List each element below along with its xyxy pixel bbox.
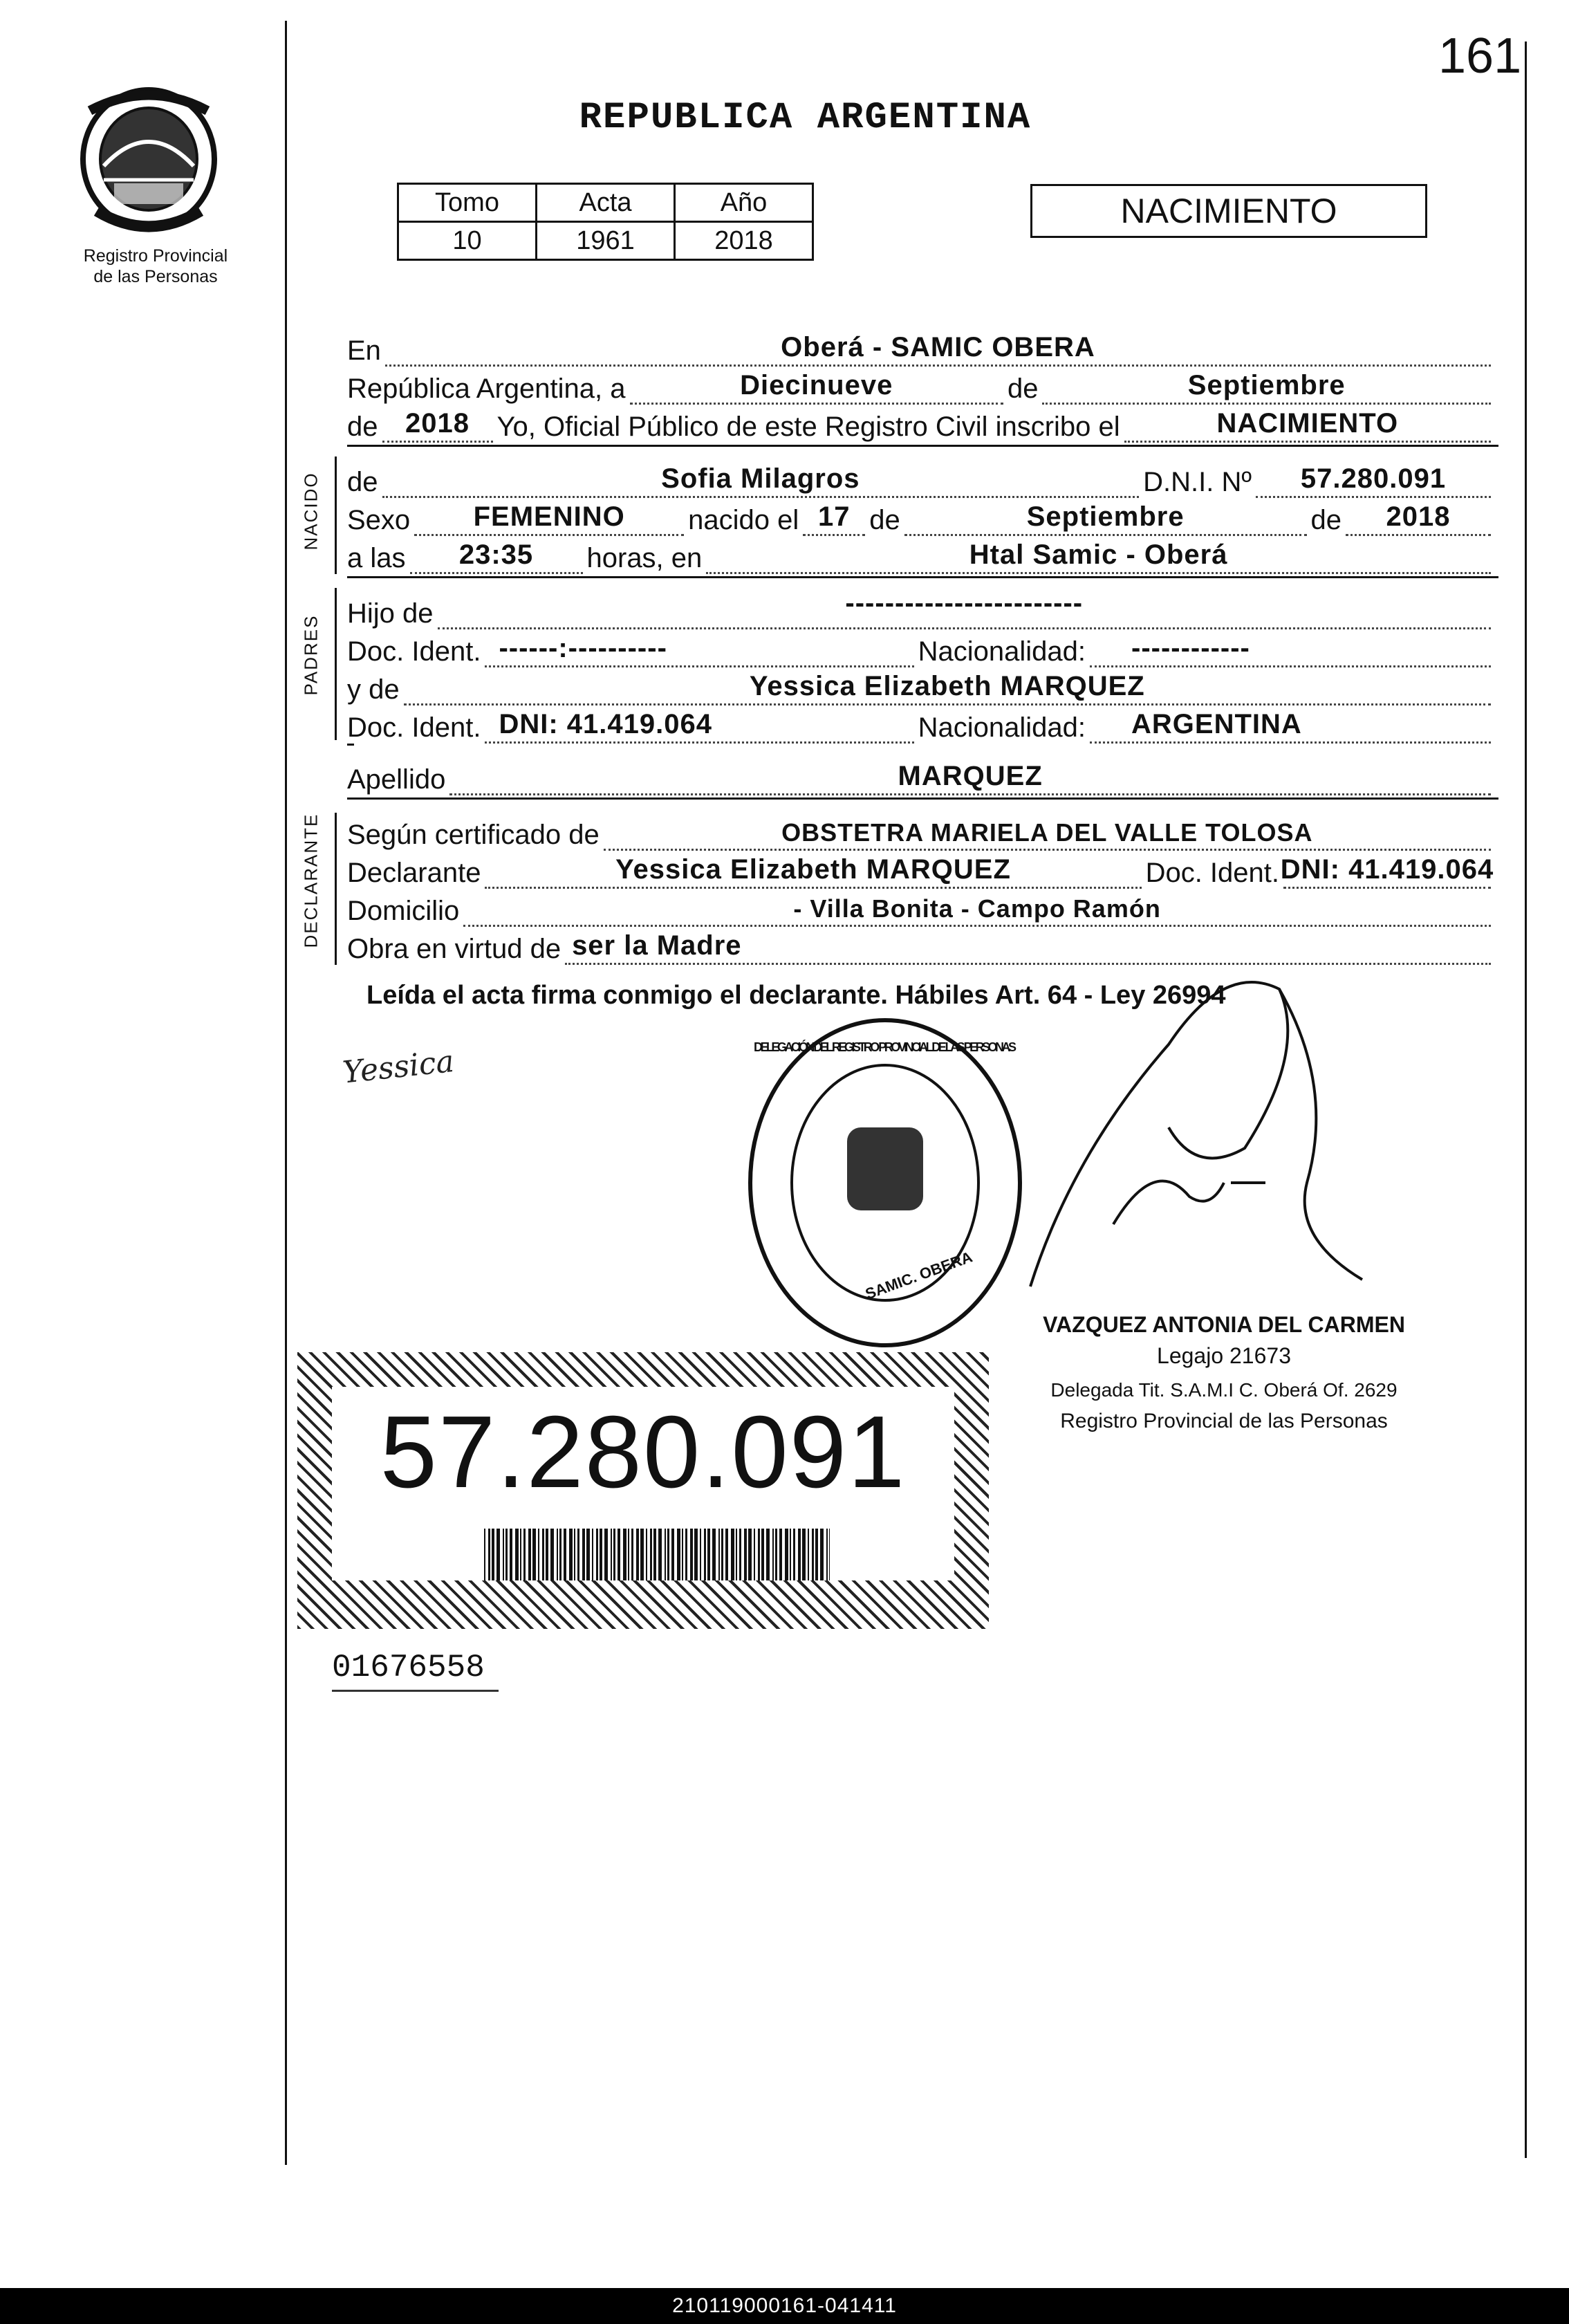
barcode-bar <box>515 1529 519 1580</box>
barcode-bar <box>748 1529 752 1580</box>
official-office: Registro Provincial de las Personas <box>1060 1410 1388 1432</box>
barcode-bar <box>712 1529 716 1580</box>
barcode-bar <box>829 1529 830 1580</box>
barcode-bar <box>523 1529 526 1580</box>
barcode-bar <box>546 1529 548 1580</box>
label-declarante: Declarante <box>347 858 481 888</box>
handwritten-name-text: Yessica <box>341 1043 456 1091</box>
barcode-bar <box>488 1529 490 1580</box>
barcode-bar <box>582 1529 585 1580</box>
barcode-bar <box>744 1529 747 1580</box>
label-nacionalidad-1: Nacionalidad: <box>918 636 1086 667</box>
record-table-header-row <box>398 184 813 222</box>
barcode-bar <box>532 1529 536 1580</box>
barcode-bar <box>671 1529 674 1580</box>
barcode-bar <box>779 1529 782 1580</box>
barcode-bar <box>690 1529 693 1580</box>
barcode-bar <box>628 1529 629 1580</box>
stamp-inner-text: SAMIC. OBERA <box>863 1248 975 1303</box>
row-nacido-name <box>347 463 1495 498</box>
barcode-bar <box>739 1529 741 1580</box>
label-nacido-de: de <box>347 467 378 497</box>
value-ano: 2018 <box>675 222 813 260</box>
label-a-las: a las <box>347 543 406 573</box>
barcode-bar <box>646 1529 647 1580</box>
barcode-bar <box>766 1529 770 1580</box>
label-sexo: Sexo <box>347 505 411 535</box>
barcode-bar <box>707 1529 710 1580</box>
divider-padres-stub <box>347 744 354 746</box>
label-doc-ident-1: Doc. Ident. <box>347 636 481 667</box>
label-de-2: de <box>869 505 900 535</box>
stamp-ring-text: DELEGACIÓN DEL REGISTRO PROVINCIAL DE LAS PERSONAS <box>754 1040 1016 1054</box>
barcode-bar <box>721 1529 723 1580</box>
value-day: Diecinueve <box>740 370 893 400</box>
footer-code: 210119000161-041411 <box>0 2288 1569 2324</box>
barcode-bar <box>790 1529 791 1580</box>
label-horas-en: horas, en <box>586 543 703 573</box>
barcode-bar <box>761 1529 764 1580</box>
value-father: ------------------------ <box>845 588 1084 618</box>
label-apellido: Apellido <box>347 764 446 795</box>
value-birth-day: 17 <box>818 501 851 532</box>
barcode-bar <box>802 1529 806 1580</box>
divider-apellido <box>347 797 1498 800</box>
barcode-bar <box>685 1529 687 1580</box>
official-signature-scribble <box>1016 948 1514 1342</box>
label-obra: Obra en virtud de <box>347 934 561 964</box>
logo-caption-line2: de las Personas <box>93 267 218 286</box>
barcode-bar <box>820 1529 824 1580</box>
label-certificado: Según certificado de <box>347 820 600 850</box>
value-child-name: Sofia Milagros <box>661 463 860 494</box>
document-type-box: NACIMIENTO <box>1030 184 1427 238</box>
label-nacido-el: nacido el <box>688 505 799 535</box>
barcode-bar <box>772 1529 774 1580</box>
official-name: VAZQUEZ ANTONIA DEL CARMEN <box>1043 1312 1405 1337</box>
value-location: Oberá - SAMIC OBERA <box>781 332 1095 362</box>
dni-label-sticker <box>297 1352 989 1629</box>
barcode-bar <box>826 1529 828 1580</box>
value-sexo: FEMENINO <box>473 501 625 532</box>
value-birth-time: 23:35 <box>458 540 534 570</box>
left-margin-line <box>285 21 287 2165</box>
barcode-bar <box>496 1529 500 1580</box>
label-y-de: y de <box>347 674 400 705</box>
barcode-bar <box>815 1529 818 1580</box>
row-certificado <box>347 816 1495 851</box>
barcode-bar <box>557 1529 558 1580</box>
barcode-bar <box>528 1529 531 1580</box>
value-declarante-doc: DNI: 41.419.064 <box>1280 854 1494 885</box>
barcode-bar <box>542 1529 544 1580</box>
barcode-bar <box>700 1529 701 1580</box>
row-hijo-de <box>347 588 1495 629</box>
row-mother-doc <box>347 709 1495 744</box>
barcode-bar <box>586 1529 590 1580</box>
barcode-bar <box>725 1529 728 1580</box>
header-acta: Acta <box>537 184 675 222</box>
barcode-bar <box>564 1529 566 1580</box>
nacido-bracket <box>335 456 337 574</box>
barcode <box>484 1529 830 1580</box>
logo-caption-line1: Registro Provincial <box>83 246 228 266</box>
barcode-bar <box>785 1529 788 1580</box>
label-hijo-de: Hijo de <box>347 598 434 629</box>
label-inscribo: Yo, Oficial Público de este Registro Civil inscribo el <box>496 412 1120 442</box>
barcode-bar <box>640 1529 644 1580</box>
value-mother-nationality: ARGENTINA <box>1131 709 1302 739</box>
divider-header <box>347 445 1498 447</box>
barcode-bar <box>618 1529 620 1580</box>
barcode-bar <box>653 1529 656 1580</box>
record-table <box>397 183 814 261</box>
dni-label-number: 57.280.091 <box>380 1395 907 1509</box>
value-tomo: 10 <box>398 222 537 260</box>
label-doc-ident-3: Doc. Ident. <box>1145 858 1279 888</box>
barcode-bar <box>611 1529 612 1580</box>
row-father-doc <box>347 633 1495 667</box>
value-mother-doc: DNI: 41.419.064 <box>499 709 712 739</box>
barcode-bar <box>665 1529 666 1580</box>
label-en: En <box>347 335 381 366</box>
row-nacido-hora <box>347 540 1495 574</box>
barcode-bar <box>600 1529 602 1580</box>
barcode-bar <box>596 1529 598 1580</box>
section-label-declarante: DECLARANTE <box>300 813 322 948</box>
barcode-bar <box>613 1529 615 1580</box>
barcode-bar <box>520 1529 521 1580</box>
handwritten-declarant-name <box>335 1031 557 1093</box>
official-role: Delegada Tit. S.A.M.I C. Oberá Of. 2629 <box>1050 1379 1398 1401</box>
barcode-bar <box>484 1529 485 1580</box>
value-certificado: OBSTETRA MARIELA DEL VALLE TOLOSA <box>781 818 1313 847</box>
barcode-bar <box>798 1529 801 1580</box>
barcode-bar <box>731 1529 734 1580</box>
barcode-bar <box>677 1529 680 1580</box>
row-nacido-sexo <box>347 501 1495 536</box>
label-dni: D.N.I. Nº <box>1143 467 1252 497</box>
barcode-bar <box>604 1529 608 1580</box>
row-apellido <box>347 761 1495 795</box>
barcode-bar <box>808 1529 809 1580</box>
country-title: REPUBLICA ARGENTINA <box>579 97 1032 139</box>
divider-nacido <box>347 576 1498 578</box>
record-table-value-row <box>398 222 813 260</box>
row-date <box>347 370 1495 405</box>
barcode-bar <box>667 1529 669 1580</box>
official-stamp <box>740 1010 1030 1356</box>
barcode-bar <box>682 1529 683 1580</box>
value-birth-month: Septiembre <box>1026 501 1185 532</box>
label-de-3: de <box>1310 505 1341 535</box>
value-acta: 1961 <box>537 222 675 260</box>
label-domicilio: Domicilio <box>347 896 460 926</box>
barcode-bar <box>694 1529 698 1580</box>
row-inscribo <box>347 408 1495 443</box>
barcode-bar <box>758 1529 760 1580</box>
value-domicilio: - Villa Bonita - Campo Ramón <box>793 894 1161 923</box>
value-child-dni: 57.280.091 <box>1300 463 1447 494</box>
label-republica: República Argentina, a <box>347 374 626 404</box>
value-obra: ser la Madre <box>572 930 742 961</box>
label-de: de <box>1007 374 1039 404</box>
page-number: 161 <box>1438 28 1522 84</box>
serial-number: 01676558 <box>332 1650 499 1692</box>
barcode-bar <box>736 1529 737 1580</box>
value-declarante: Yessica Elizabeth MARQUEZ <box>615 854 1011 885</box>
value-year: 2018 <box>405 408 470 439</box>
barcode-bar <box>718 1529 720 1580</box>
value-inscribo: NACIMIENTO <box>1216 408 1399 439</box>
section-label-padres: PADRES <box>300 614 322 696</box>
value-mother: Yessica Elizabeth MARQUEZ <box>749 671 1145 701</box>
value-month: Septiembre <box>1187 370 1346 400</box>
row-y-de <box>347 671 1495 706</box>
barcode-bar <box>631 1529 633 1580</box>
barcode-bar <box>623 1529 626 1580</box>
barcode-bar <box>704 1529 706 1580</box>
label-nacionalidad-2: Nacionalidad: <box>918 712 1086 743</box>
barcode-bar <box>503 1529 504 1580</box>
barcode-bar <box>510 1529 512 1580</box>
barcode-bar <box>754 1529 755 1580</box>
label-doc-ident-2: Doc. Ident. <box>347 712 481 743</box>
section-label-nacido: NACIDO <box>300 472 322 551</box>
closing-statement: Leída el acta firma conmigo el declarante. Hábiles Art. 64 - Ley 26994 <box>366 981 1226 1010</box>
barcode-bar <box>775 1529 777 1580</box>
value-birth-year: 2018 <box>1386 501 1451 532</box>
dni-label-inner <box>332 1387 954 1580</box>
barcode-bar <box>538 1529 539 1580</box>
value-father-nationality: ------------ <box>1131 633 1250 663</box>
value-birth-place: Htal Samic - Oberá <box>969 540 1228 570</box>
barcode-bar <box>812 1529 814 1580</box>
barcode-bar <box>577 1529 579 1580</box>
padres-bracket <box>335 588 337 740</box>
barcode-bar <box>492 1529 494 1580</box>
barcode-bar <box>793 1529 795 1580</box>
barcode-bar <box>550 1529 554 1580</box>
row-domicilio <box>347 892 1495 927</box>
official-legajo: Legajo 21673 <box>1157 1343 1291 1368</box>
barcode-bar <box>559 1529 561 1580</box>
header-ano: Año <box>675 184 813 222</box>
row-declarante <box>347 854 1495 889</box>
barcode-bar <box>569 1529 573 1580</box>
right-margin-line <box>1525 42 1527 2158</box>
row-en <box>347 332 1495 367</box>
barcode-bar <box>505 1529 508 1580</box>
header-tomo: Tomo <box>398 184 537 222</box>
barcode-bar <box>650 1529 652 1580</box>
value-apellido: MARQUEZ <box>898 761 1043 791</box>
barcode-bar <box>636 1529 639 1580</box>
declarante-bracket <box>335 813 337 965</box>
value-father-doc: ------:---------- <box>499 633 667 663</box>
barcode-bar <box>658 1529 662 1580</box>
barcode-bar <box>574 1529 575 1580</box>
label-year-de: de <box>347 412 378 442</box>
barcode-bar <box>592 1529 593 1580</box>
